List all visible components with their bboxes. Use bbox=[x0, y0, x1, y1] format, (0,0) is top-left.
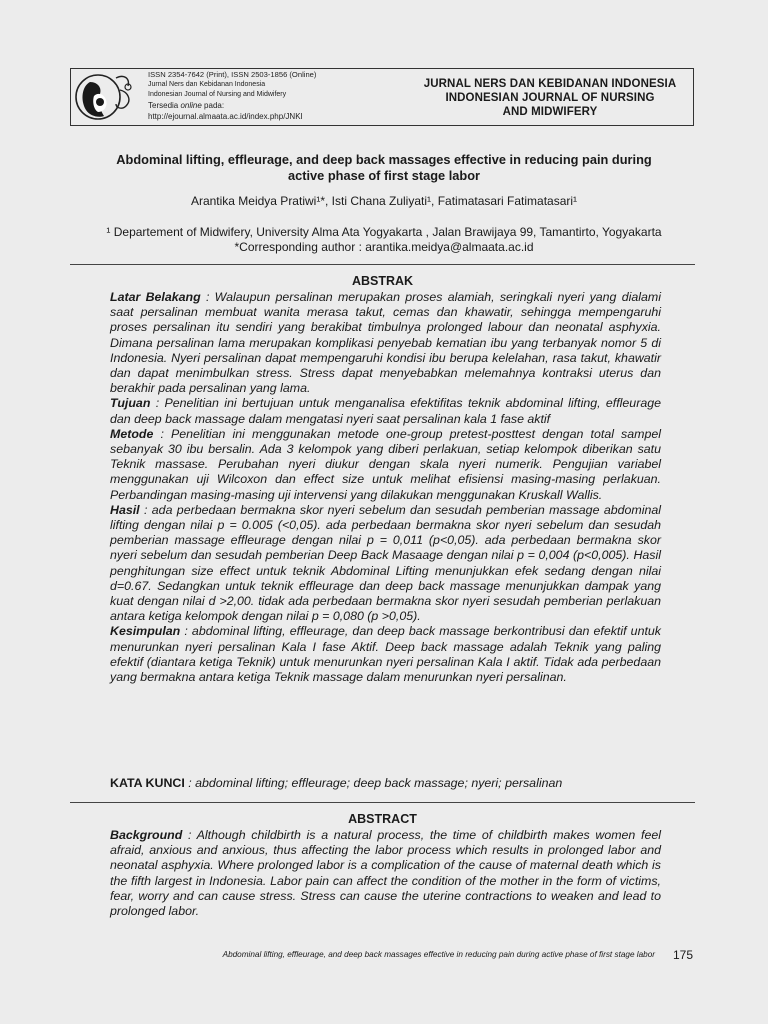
availability-note bbox=[148, 101, 378, 111]
abstrak-method-paragraph bbox=[110, 427, 661, 503]
page-number: 175 bbox=[673, 948, 694, 962]
hasil-text: : ada perbedaan bermakna skor nyeri sebelum dan sesudah pemberian massage abdominal lifting dengan nilai p = 0.005 (<0,05). ada perbedaan bermakna skor nyeri sebelum dan sesudah pemberian massage effleurage dengan nilai p = 0,011 (p<0,05). ada perbedaan bermakna skor nyeri sebelum dan sesudah pemberian Deep Back Masaage dengan nilai p = 0,004 (p<0,005). Hasil penghitungan size effect untuk teknik Abdominal Lifting menunjukkan efek sedang dengan nilai d=0.67. Sedangkan untuk teknik effleurage dan deep back massage menunjukkan dampak yang kuat dengan nilai d >2,00. tidak ada perbedaan bermakna skor nyeri sesudah pemberian perlakuan antara ketiga kelompok dengan nilai p = 0,080 (p >0,05). bbox=[110, 502, 661, 624]
issn-line: ISSN 2354-7642 (Print), ISSN 2503-1856 (Online) bbox=[148, 70, 317, 79]
corresponding-author: *Corresponding author : arantika.meidya@almaata.ac.id bbox=[234, 239, 534, 254]
abstrak-body bbox=[110, 290, 661, 685]
latar-belakang-text: : Walaupun persalinan merupakan proses alamiah, seringkali nyeri yang dialami saat persalinan membuat wanita merasa takut, cemas dan khawatir, sehingga mempengaruhi proses persalinan itu sendiri yang berakibat timbulnya prolonged labour dan neonatal asphyxia. Dimana persalinan lama merupakan komplikasi penyebab kematian ibu yang terbanyak nomor 5 di Indonesia. Nyeri persalinan dapat mempengaruhi kondisi ibu berupa kelelahan, rasa takut, khawatir dan dapat menimbulkan stress. Stress dapat menyebabkan melemahnya kontraksi uterus dan berakhir pada persalinan yang lama. bbox=[110, 290, 661, 396]
abstract-body bbox=[110, 828, 661, 919]
paper-title-line-2: active phase of first stage labor bbox=[287, 168, 481, 183]
tujuan-text: : Penelitian ini bertujuan untuk menganalisa efektifitas teknik abdominal lifting, effleurage dan deep back massage dalam mengatasi nyeri saat persalinan kala 1 fase aktif bbox=[110, 396, 661, 426]
author-list: Arantika Meidya Pratiwi¹*, Isti Chana Zuliyati¹, Fatimatasari Fatimatasari¹ bbox=[190, 194, 578, 208]
divider-top bbox=[70, 264, 695, 265]
abstract-heading: ABSTRACT bbox=[348, 812, 417, 826]
journal-name-en: Indonesian Journal of Nursing and Midwifery bbox=[148, 91, 287, 98]
journal-name-id: Jurnal Ners dan Kebidanan Indonesia bbox=[148, 81, 266, 88]
availability-prefix: Tersedia bbox=[148, 101, 181, 110]
kesimpulan-text: : abdominal lifting, effleurage, dan deep back massage berkontribusi dan efektif untuk menurunkan nyeri persalinan Kala I fase Aktif. Deep back massage adalah Teknik yang paling efektif (diantara ketiga Teknik) untuk menurunkan nyeri persalinan Kala I aktif. Tidak ada perbedaan yang bermakna antara ketiga Teknik massage dalam menurunkan nyeri persalinan. bbox=[110, 624, 661, 685]
abstrak-heading: ABSTRAK bbox=[351, 274, 414, 288]
tujuan-label: Tujuan bbox=[110, 396, 151, 411]
background-label: Background bbox=[110, 828, 183, 842]
paper-title bbox=[60, 152, 708, 184]
affiliation: ¹ Departement of Midwifery, University Alma Ata Yogyakarta , Jalan Brawijaya 99, Tamantirto, Yogyakarta bbox=[106, 225, 662, 239]
paper-title-line-1: Abdominal lifting, effleurage, and deep back massages effective in reducing pain during bbox=[116, 152, 652, 167]
journal-identification bbox=[148, 70, 378, 122]
abstrak-conclusion-paragraph bbox=[110, 624, 661, 685]
affiliation-block bbox=[60, 225, 708, 254]
keywords-line bbox=[110, 776, 670, 790]
keywords-label: KATA KUNCI bbox=[110, 776, 185, 790]
abstrak-result-paragraph bbox=[110, 503, 661, 625]
running-footer: Abdominal lifting, effleurage, and deep back massages effective in reducing pain during active phase of first stage labor bbox=[222, 950, 655, 959]
journal-url-link[interactable]: http://ejournal.almaata.ac.id/index.php/JNKI bbox=[148, 112, 303, 121]
background-text: : Although childbirth is a natural process, the time of childbirth makes women feel afraid, anxious and anxious, thus affecting the labor process which results in prolonged labor and neonatal asphyxia. Where prolonged labor is a complication of the cause of maternal death which is the fifth largest in Indonesia. Labor pain can affect the condition of the mother in the form of victims, fear, worry and can cause stress. Stress can cause the uterine contractions to weaken and lead to prolonged labor. bbox=[110, 828, 661, 919]
abstract-background-paragraph bbox=[110, 828, 661, 919]
mother-child-logo-icon bbox=[72, 70, 144, 122]
kesimpulan-label: Kesimpulan bbox=[110, 624, 181, 639]
availability-suffix: pada: bbox=[201, 101, 225, 110]
journal-title bbox=[400, 77, 700, 119]
divider-middle bbox=[70, 802, 695, 803]
abstrak-background-paragraph bbox=[110, 290, 661, 396]
metode-text: : Penelitian ini menggunakan metode one-group pretest-posttest dengan total sampel sebanyak 30 ibu bersalin. Ada 3 kelompok yang diberi perlakuan, setiap kelompok diberikan satu Teknik massase. Perubahan nyeri diukur dengan skala nyeri numerik. Pengujian variabel menggunakan uji Wilcoxon dan effect size untuk melihat efisiensi masing-masing perlakuan. Perbandingan masing-masing uji intervensi yang dilakukan menggunakan Kruskall Wallis. bbox=[110, 426, 661, 502]
metode-label: Metode bbox=[110, 426, 154, 441]
journal-title-line-1: JURNAL NERS DAN KEBIDANAN INDONESIA bbox=[423, 78, 677, 90]
hasil-label: Hasil bbox=[110, 502, 140, 517]
availability-online: online bbox=[180, 101, 202, 110]
journal-title-line-2: INDONESIAN JOURNAL OF NURSING bbox=[445, 92, 655, 104]
journal-title-line-3: AND MIDWIFERY bbox=[502, 106, 598, 118]
keywords-text: : abdominal lifting; effleurage; deep back massage; nyeri; persalinan bbox=[184, 776, 563, 790]
latar-belakang-label: Latar Belakang bbox=[110, 290, 201, 304]
abstrak-aim-paragraph bbox=[110, 396, 661, 426]
